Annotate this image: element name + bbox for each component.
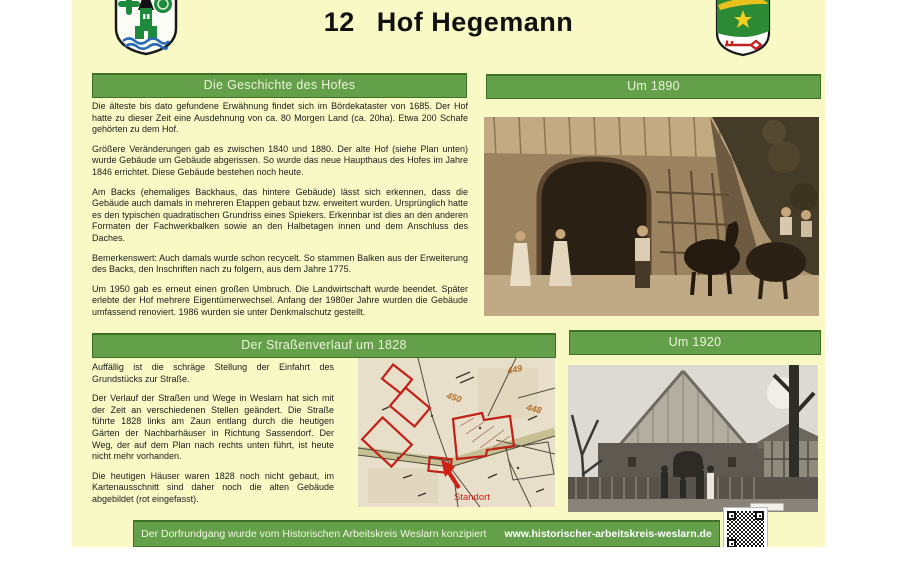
cadastral-map-1828 (358, 358, 555, 507)
section-heading-street-1828 (92, 333, 556, 358)
map-parcel-number: 450 (445, 390, 463, 405)
section-heading-history (92, 73, 467, 98)
map-parcel-number: 449 (506, 363, 524, 376)
page-title (72, 7, 825, 38)
qr-pattern (727, 511, 764, 547)
street-paragraph: Die heutigen Häuser waren 1828 noch nicht gebaut, im Kartenausschnitt sind daher noch die alten Gebäude abgebildet (rot eingefasst). (92, 470, 334, 504)
map-standort-label: Standort (454, 492, 490, 503)
farm-photo-1920 (568, 365, 818, 512)
farm-photo-1890 (484, 117, 819, 316)
qr-code (723, 507, 768, 547)
sassendorf-crest-icon (715, 0, 771, 57)
street-paragraph: Der Verlauf der Straßen und Wege in Weslarn hat sich mit der Zeit an verschiedenen Stellen geändert. Die Straße führte 1828 links am Zaun entlang durch die heutigen Gärten der Nachbarhäuser in Richtung Sassendorf. Der Weg, der auf dem Plan nach rechts unten führt, ist heute nicht mehr vorhanden. (92, 393, 334, 462)
street-1828-text (92, 362, 334, 514)
qr-finder-icon (755, 511, 764, 520)
history-text (92, 101, 468, 327)
qr-finder-icon (727, 511, 736, 520)
section-heading-1920-label: Um 1920 (668, 335, 722, 349)
section-heading-history-label: Die Geschichte des Hofes (203, 78, 356, 92)
street-paragraph: Auffällig ist die schräge Stellung der Einfahrt des Grundstücks zur Straße. (92, 362, 334, 384)
history-paragraph: Größere Veränderungen gab es zwischen 1840 und 1880. Der alte Hof (siehe Plan unten) wurde Gebäude um Gebäude abgerissen. So wurde das neue Haupthaus des Hofes im Jahre 1846 errichtet. Diese Gebäude bestehen noch heute. (92, 143, 468, 177)
history-paragraph: Um 1950 gab es erneut einen großen Umbruch. Die Landwirtschaft wurde beendet. Später erlebte der Hof mehrere Eigentümerwechsel. Anfang der 1980er Jahre wurden die Gebäude umfassend renoviert. 1986 wurden sie unter Denkmalschutz gestellt. (92, 283, 468, 317)
section-heading-street-1828-label: Der Straßenverlauf um 1828 (241, 338, 407, 352)
history-paragraph: Am Backs (ehemaliges Backhaus, das hintere Gebäude) lässt sich erkennen, dass die Gebäude auch damals in mehreren Etappen gebaut bzw. erweitert wurden. Ursprünglich hatte es den typischen quadratischen Grundriss eines Spiekers. Erkennbar ist dies an den anderen Formaten der Fachwerkbalken sowie an den Halbetagen innen und dem Anschluss des Daches. (92, 186, 468, 243)
station-number: 12 (323, 7, 355, 37)
section-heading-1890-label: Um 1890 (627, 79, 680, 93)
history-paragraph: Die älteste bis dato gefundene Erwähnung findet sich im Bördekataster von 1685. Der Hof hatte zu dieser Zeit eine Ausdehnung von ca. 80 Morgen Land (ca. 20ha). Etwa 200 Schafe gehörten zu dem Hof. (92, 101, 468, 135)
map-parcel-number: 448 (525, 402, 543, 416)
qr-finder-icon (727, 539, 736, 547)
info-board (72, 0, 825, 547)
footer-credit-bar (133, 520, 720, 547)
history-paragraph: Bemerkenswert: Auch damals wurde schon recycelt. So stammen Balken aus der Erweiterung des Backs, den Inschriften nach zu folgern, aus dem Jahre 1775. (92, 252, 468, 275)
footer-url: www.historischer-arbeitskreis-weslarn.de (504, 528, 712, 540)
section-heading-1890 (486, 74, 821, 99)
footer-credit-text: Der Dorfrundgang wurde vom Historischen Arbeitskreis Weslarn konzipiert (141, 528, 487, 540)
section-heading-1920 (569, 330, 821, 355)
station-name: Hof Hegemann (376, 7, 574, 37)
